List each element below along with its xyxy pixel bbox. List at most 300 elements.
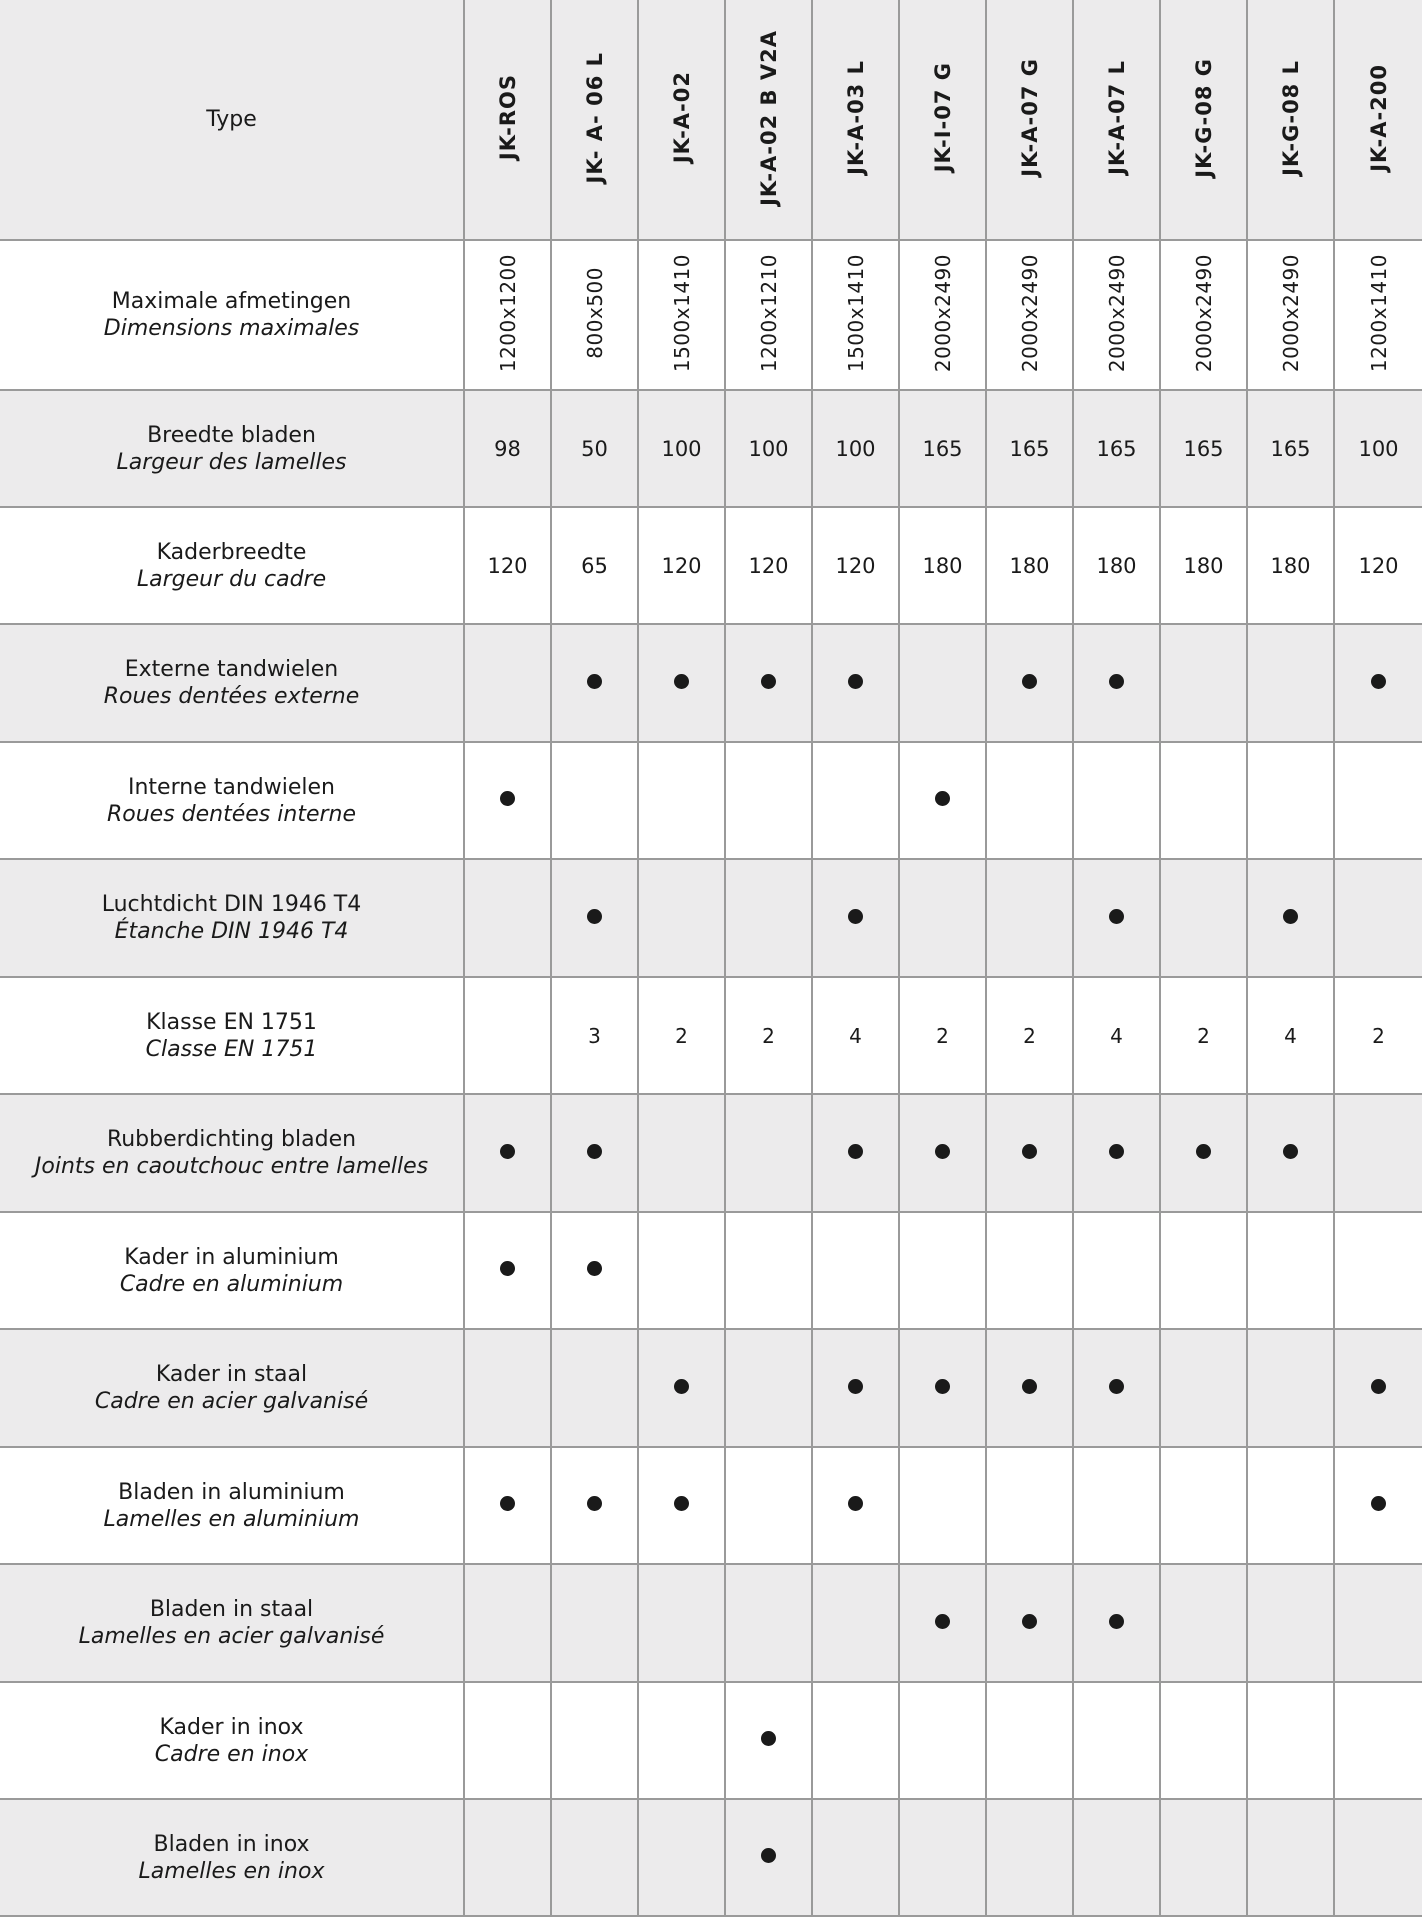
table-cell xyxy=(1334,1212,1422,1329)
table-cell xyxy=(638,1094,725,1212)
table-cell xyxy=(725,1564,812,1682)
row-label-fr: Largeur du cadre xyxy=(136,566,327,592)
bullet-dot-icon xyxy=(848,1379,863,1394)
cell-value: 2000x2490 xyxy=(930,253,955,373)
cell-value: 165 xyxy=(1183,436,1224,461)
table-cell xyxy=(1334,1094,1422,1212)
row-label xyxy=(0,1564,464,1682)
row-label-nl: Kader in aluminium xyxy=(124,1244,339,1270)
table-cell xyxy=(812,1329,899,1447)
table-cell xyxy=(899,1447,986,1564)
table-cell xyxy=(638,1447,725,1564)
table-cell xyxy=(1247,240,1334,390)
model-name: JK-A-02 B V2A xyxy=(756,29,781,206)
cell-value: 1200x1410 xyxy=(1366,253,1391,373)
model-header xyxy=(1334,0,1422,240)
row-label-nl: Kader in staal xyxy=(155,1362,308,1387)
cell-value: 100 xyxy=(835,436,876,461)
table-row xyxy=(0,1329,1422,1447)
bullet-dot-icon xyxy=(500,1261,515,1276)
bullet-dot-icon xyxy=(1283,909,1298,924)
cell-value: 180 xyxy=(1096,553,1137,578)
table-cell xyxy=(812,507,899,624)
table-cell xyxy=(1073,507,1160,624)
table-cell xyxy=(725,1682,812,1799)
model-name: JK-G-08 L xyxy=(1278,59,1303,176)
cell-value: 2 xyxy=(936,1023,949,1048)
table-row xyxy=(0,1094,1422,1212)
bullet-dot-icon xyxy=(761,1848,776,1863)
table-cell xyxy=(986,1799,1073,1916)
cell-value: 100 xyxy=(748,436,789,461)
table-cell xyxy=(1160,859,1247,977)
table-row xyxy=(0,507,1422,624)
table-cell xyxy=(986,977,1073,1094)
cell-value: 180 xyxy=(922,553,963,578)
model-name: JK-A-03 L xyxy=(843,60,868,175)
table-cell xyxy=(1247,742,1334,859)
bullet-dot-icon xyxy=(1022,1614,1037,1629)
bullet-dot-icon xyxy=(674,1379,689,1394)
model-header xyxy=(812,0,899,240)
bullet-dot-icon xyxy=(1109,1144,1124,1159)
table-cell xyxy=(638,507,725,624)
row-label-nl: Bladen in inox xyxy=(153,1831,310,1857)
table-cell xyxy=(812,240,899,390)
model-name: JK-A-02 xyxy=(669,71,694,164)
row-label xyxy=(0,1329,464,1447)
table-cell xyxy=(551,1447,638,1564)
table-cell xyxy=(638,1564,725,1682)
table-cell xyxy=(725,507,812,624)
cell-value: 2000x2490 xyxy=(1191,253,1216,373)
row-label xyxy=(0,742,464,859)
table-cell xyxy=(1334,1564,1422,1682)
row-label xyxy=(0,859,464,977)
table-cell xyxy=(1334,1682,1422,1799)
table-row xyxy=(0,977,1422,1094)
table-cell xyxy=(1247,390,1334,507)
table-cell xyxy=(551,507,638,624)
table-cell xyxy=(986,624,1073,742)
bullet-dot-icon xyxy=(1283,1144,1298,1159)
cell-value: 165 xyxy=(1096,436,1137,461)
cell-value: 2 xyxy=(1197,1023,1210,1048)
table-cell xyxy=(551,1329,638,1447)
bullet-dot-icon xyxy=(1371,674,1386,689)
bullet-dot-icon xyxy=(761,1731,776,1746)
table-cell xyxy=(464,1329,551,1447)
table-row xyxy=(0,859,1422,977)
row-label-fr: Roues dentées externe xyxy=(103,684,360,709)
bullet-dot-icon xyxy=(848,1496,863,1511)
table-cell xyxy=(725,1212,812,1329)
cell-value: 2 xyxy=(675,1023,688,1048)
bullet-dot-icon xyxy=(935,1144,950,1159)
cell-value: 120 xyxy=(661,553,702,578)
table-cell xyxy=(638,859,725,977)
table-cell xyxy=(899,1212,986,1329)
row-label-fr: Dimensions maximales xyxy=(103,316,360,341)
cell-value: 165 xyxy=(1270,436,1311,461)
table-cell xyxy=(1073,742,1160,859)
table-cell xyxy=(1073,977,1160,1094)
table-cell xyxy=(1160,1799,1247,1916)
row-label xyxy=(0,240,464,390)
table-row xyxy=(0,624,1422,742)
model-name: JK-A-07 L xyxy=(1104,60,1129,175)
table-cell xyxy=(1160,507,1247,624)
row-label-nl: Klasse EN 1751 xyxy=(146,1009,317,1035)
cell-value: 1200x1210 xyxy=(756,253,781,373)
table-cell xyxy=(812,1094,899,1212)
bullet-dot-icon xyxy=(587,1496,602,1511)
bullet-dot-icon xyxy=(587,909,602,924)
table-cell xyxy=(1160,1447,1247,1564)
table-cell xyxy=(1334,390,1422,507)
table-cell xyxy=(1247,1094,1334,1212)
bullet-dot-icon xyxy=(761,674,776,689)
table-cell xyxy=(1073,1447,1160,1564)
bullet-dot-icon xyxy=(935,791,950,806)
table-cell xyxy=(1073,1212,1160,1329)
table-cell xyxy=(986,390,1073,507)
table-cell xyxy=(1160,1329,1247,1447)
row-label xyxy=(0,1094,464,1212)
bullet-dot-icon xyxy=(1109,674,1124,689)
table-cell xyxy=(986,240,1073,390)
table-cell xyxy=(1160,1212,1247,1329)
model-header xyxy=(638,0,725,240)
table-row xyxy=(0,390,1422,507)
bullet-dot-icon xyxy=(848,909,863,924)
cell-value: 120 xyxy=(835,553,876,578)
table-cell xyxy=(464,1799,551,1916)
table-cell xyxy=(1334,624,1422,742)
table-cell xyxy=(638,742,725,859)
table-cell xyxy=(812,742,899,859)
row-label xyxy=(0,1682,464,1799)
row-label-fr: Classe EN 1751 xyxy=(145,1036,318,1062)
table-cell xyxy=(464,1682,551,1799)
bullet-dot-icon xyxy=(1022,674,1037,689)
table-cell xyxy=(1160,742,1247,859)
table-cell xyxy=(551,1212,638,1329)
table-cell xyxy=(638,1682,725,1799)
table-cell xyxy=(1073,1329,1160,1447)
table-cell xyxy=(638,977,725,1094)
table-cell xyxy=(899,742,986,859)
table-cell xyxy=(1160,1564,1247,1682)
table-cell xyxy=(551,1682,638,1799)
bullet-dot-icon xyxy=(500,791,515,806)
table-cell xyxy=(812,624,899,742)
table-cell xyxy=(812,1564,899,1682)
table-cell xyxy=(464,742,551,859)
cell-value: 2000x2490 xyxy=(1278,253,1303,373)
row-label-fr: Largeur des lamelles xyxy=(116,449,347,475)
table-cell xyxy=(1160,390,1247,507)
row-label-fr: Lamelles en aluminium xyxy=(103,1506,360,1532)
table-cell xyxy=(812,390,899,507)
table-row xyxy=(0,1212,1422,1329)
table-cell xyxy=(464,507,551,624)
cell-value: 2000x2490 xyxy=(1017,253,1042,373)
table-cell xyxy=(638,240,725,390)
cell-value: 3 xyxy=(588,1023,601,1048)
table-cell xyxy=(638,624,725,742)
row-label-fr: Étanche DIN 1946 T4 xyxy=(114,919,349,944)
table-cell xyxy=(725,1329,812,1447)
cell-value: 98 xyxy=(494,436,521,461)
bullet-dot-icon xyxy=(1371,1496,1386,1511)
table-cell xyxy=(1334,240,1422,390)
model-name: JK-ROS xyxy=(495,74,520,161)
table-cell xyxy=(899,1564,986,1682)
table-cell xyxy=(725,1799,812,1916)
table-cell xyxy=(464,1212,551,1329)
bullet-dot-icon xyxy=(1022,1379,1037,1394)
cell-value: 4 xyxy=(849,1023,862,1048)
row-label-nl: Externe tandwielen xyxy=(124,657,339,682)
row-label-nl: Rubberdichting bladen xyxy=(106,1127,357,1152)
table-cell xyxy=(986,1564,1073,1682)
table-cell xyxy=(1334,1799,1422,1916)
model-header xyxy=(1073,0,1160,240)
table-cell xyxy=(1247,1329,1334,1447)
cell-value: 100 xyxy=(661,436,702,461)
cell-value: 4 xyxy=(1110,1023,1123,1048)
bullet-dot-icon xyxy=(1022,1144,1037,1159)
cell-value: 165 xyxy=(1009,436,1050,461)
table-cell xyxy=(1073,390,1160,507)
row-label xyxy=(0,1447,464,1564)
bullet-dot-icon xyxy=(848,674,863,689)
cell-value: 1500x1410 xyxy=(843,253,868,373)
row-label xyxy=(0,390,464,507)
header-row xyxy=(0,0,1422,240)
model-header xyxy=(899,0,986,240)
cell-value: 100 xyxy=(1358,436,1399,461)
table-cell xyxy=(551,859,638,977)
table-cell xyxy=(725,240,812,390)
bullet-dot-icon xyxy=(674,1496,689,1511)
row-label-fr: Cadre en inox xyxy=(154,1741,309,1767)
table-cell xyxy=(464,1564,551,1682)
table-cell xyxy=(638,390,725,507)
table-cell xyxy=(725,390,812,507)
table-cell xyxy=(899,240,986,390)
table-cell xyxy=(986,507,1073,624)
cell-value: 180 xyxy=(1270,553,1311,578)
bullet-dot-icon xyxy=(1109,1379,1124,1394)
table-row xyxy=(0,1682,1422,1799)
table-cell xyxy=(551,742,638,859)
cell-value: 2 xyxy=(1372,1023,1385,1048)
table-cell xyxy=(1073,1799,1160,1916)
table-cell xyxy=(812,1682,899,1799)
row-label xyxy=(0,977,464,1094)
cell-value: 165 xyxy=(922,436,963,461)
cell-value: 120 xyxy=(1358,553,1399,578)
table-cell xyxy=(986,1329,1073,1447)
table-cell xyxy=(899,390,986,507)
table-cell xyxy=(899,624,986,742)
cell-value: 800x500 xyxy=(582,267,607,359)
bullet-dot-icon xyxy=(848,1144,863,1159)
table-cell xyxy=(899,1329,986,1447)
cell-value: 4 xyxy=(1284,1023,1297,1048)
model-header xyxy=(464,0,551,240)
table-cell xyxy=(1247,977,1334,1094)
table-cell xyxy=(899,1799,986,1916)
table-cell xyxy=(1334,977,1422,1094)
table-row xyxy=(0,1447,1422,1564)
table-row xyxy=(0,1799,1422,1916)
model-name: JK-G-08 G xyxy=(1191,57,1216,178)
bullet-dot-icon xyxy=(500,1496,515,1511)
table-cell xyxy=(1073,1682,1160,1799)
table-cell xyxy=(464,390,551,507)
table-cell xyxy=(464,977,551,1094)
cell-value: 180 xyxy=(1183,553,1224,578)
row-label-fr: Joints en caoutchouc entre lamelles xyxy=(34,1154,429,1179)
table-cell xyxy=(1160,624,1247,742)
bullet-dot-icon xyxy=(587,1144,602,1159)
table-cell xyxy=(899,977,986,1094)
table-cell xyxy=(464,240,551,390)
table-cell xyxy=(1073,624,1160,742)
cell-value: 50 xyxy=(581,436,608,461)
table-cell xyxy=(725,1094,812,1212)
row-label-fr: Lamelles en inox xyxy=(138,1858,325,1884)
model-header xyxy=(551,0,638,240)
table-cell xyxy=(986,1447,1073,1564)
bullet-dot-icon xyxy=(1109,909,1124,924)
table-cell xyxy=(1160,240,1247,390)
table-cell xyxy=(812,1212,899,1329)
table-cell xyxy=(725,742,812,859)
table-cell xyxy=(1334,1329,1422,1447)
table-row xyxy=(0,240,1422,390)
model-name: JK-I-07 G xyxy=(930,62,955,173)
row-label-nl: Kader in inox xyxy=(159,1714,304,1740)
table-cell xyxy=(551,390,638,507)
table-cell xyxy=(1073,1094,1160,1212)
row-label xyxy=(0,507,464,624)
table-cell xyxy=(899,1094,986,1212)
row-label-fr: Cadre en acier galvanisé xyxy=(94,1389,369,1414)
table-cell xyxy=(1247,859,1334,977)
table-cell xyxy=(464,624,551,742)
cell-value: 2000x2490 xyxy=(1104,253,1129,373)
row-label-fr: Roues dentées interne xyxy=(106,801,356,827)
model-header xyxy=(986,0,1073,240)
table-cell xyxy=(551,240,638,390)
table-cell xyxy=(1160,977,1247,1094)
table-cell xyxy=(986,859,1073,977)
cell-value: 120 xyxy=(487,553,528,578)
table-cell xyxy=(551,1564,638,1682)
table-cell xyxy=(638,1329,725,1447)
table-cell xyxy=(1160,1682,1247,1799)
table-cell xyxy=(1247,1799,1334,1916)
row-label-fr: Cadre en aluminium xyxy=(119,1271,344,1297)
bullet-dot-icon xyxy=(674,674,689,689)
model-name: JK-A-07 G xyxy=(1017,58,1042,177)
table-cell xyxy=(551,1094,638,1212)
table-cell xyxy=(986,742,1073,859)
row-label xyxy=(0,624,464,742)
table-cell xyxy=(638,1799,725,1916)
table-cell xyxy=(638,1212,725,1329)
table-cell xyxy=(551,1799,638,1916)
table-cell xyxy=(812,977,899,1094)
table-row xyxy=(0,742,1422,859)
bullet-dot-icon xyxy=(500,1144,515,1159)
bullet-dot-icon xyxy=(935,1379,950,1394)
table-cell xyxy=(464,1094,551,1212)
table-cell xyxy=(899,1682,986,1799)
table-cell xyxy=(1247,1447,1334,1564)
table-cell xyxy=(1247,1682,1334,1799)
table-cell xyxy=(986,1212,1073,1329)
bullet-dot-icon xyxy=(935,1614,950,1629)
cell-value: 180 xyxy=(1009,553,1050,578)
type-header-label: Type xyxy=(0,0,464,240)
table-cell xyxy=(551,624,638,742)
table-cell xyxy=(725,1447,812,1564)
cell-value: 1500x1410 xyxy=(669,253,694,373)
cell-value: 65 xyxy=(581,553,608,578)
bullet-dot-icon xyxy=(587,674,602,689)
table-cell xyxy=(1247,507,1334,624)
table-cell xyxy=(1247,1212,1334,1329)
table-cell xyxy=(1334,859,1422,977)
table-cell xyxy=(551,977,638,1094)
table-cell xyxy=(1334,742,1422,859)
row-label-nl: Kaderbreedte xyxy=(156,539,307,565)
model-name: JK- A- 06 L xyxy=(582,51,607,184)
table-cell xyxy=(1073,859,1160,977)
row-label-nl: Luchtdicht DIN 1946 T4 xyxy=(101,892,362,917)
table-cell xyxy=(899,507,986,624)
row-label xyxy=(0,1799,464,1916)
table-cell xyxy=(899,859,986,977)
bullet-dot-icon xyxy=(587,1261,602,1276)
bullet-dot-icon xyxy=(1371,1379,1386,1394)
table-cell xyxy=(1334,1447,1422,1564)
table-cell xyxy=(1247,1564,1334,1682)
cell-value: 2 xyxy=(1023,1023,1036,1048)
table-cell xyxy=(812,859,899,977)
table-cell xyxy=(464,859,551,977)
table-cell xyxy=(725,624,812,742)
row-label-nl: Bladen in staal xyxy=(149,1597,314,1622)
bullet-dot-icon xyxy=(1109,1614,1124,1629)
table-cell xyxy=(812,1799,899,1916)
table-cell xyxy=(986,1682,1073,1799)
cell-value: 1200x1200 xyxy=(495,253,520,373)
bullet-dot-icon xyxy=(1196,1144,1211,1159)
cell-value: 2 xyxy=(762,1023,775,1048)
model-header xyxy=(1160,0,1247,240)
table-cell xyxy=(725,859,812,977)
table-cell xyxy=(1247,624,1334,742)
model-name: JK-A-200 xyxy=(1366,63,1391,172)
row-label-nl: Maximale afmetingen xyxy=(111,289,352,314)
cell-value: 120 xyxy=(748,553,789,578)
